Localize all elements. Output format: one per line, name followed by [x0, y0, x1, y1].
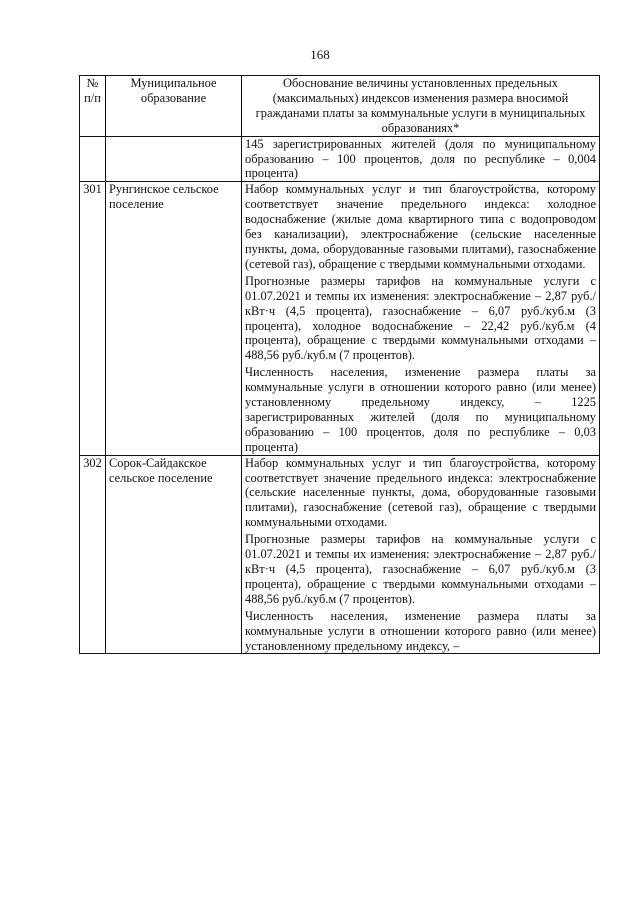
table-row: [80, 455, 600, 654]
justification-paragraph: Прогнозные размеры тарифов на коммунальные услуги с 01.07.2021 и темпы их изменения: электроснабжение – 2,87 руб./кВт·ч (4,5 процента), газоснабжение – 6,07 руб./куб.м (3 процента), обращение с твердыми коммунальными отходами – 488,56 руб./куб.м (7 процентов).: [245, 532, 596, 606]
justification-paragraph: Прогнозные размеры тарифов на коммунальные услуги с 01.07.2021 и темпы их изменения: электроснабжение – 2,87 руб./кВт·ч (4,5 процента), газоснабжение – 6,07 руб./куб.м (3 процента), холодное водоснабжение – 22,42 руб./куб.м (4 процента), обращение с твердыми коммунальными отходами – 488,56 руб./куб.м (7 процентов).: [245, 273, 596, 363]
header-municipality: Муниципальное образование: [106, 76, 242, 137]
justification-paragraph: Набор коммунальных услуг и тип благоустройства, которому соответствует значение предельного индекса: электроснабжение (сельские населенные пункты, дома, оборудованные газовыми плитами), газоснабжение (сетевой газ), обращение с твердыми коммунальными отходами.: [245, 455, 596, 530]
justification-paragraph: 145 зарегистрированных жителей (доля по муниципальному образованию – 100 процентов, доля по республике – 0,004 процента): [245, 136, 596, 181]
row-num: [80, 136, 106, 182]
row-justification: [242, 182, 600, 455]
justification-paragraph: Численность населения, изменение размера платы за коммунальные услуги в отношении которого равно (или менее) установленному предельному индексу, –: [245, 608, 596, 653]
justification-paragraph: Набор коммунальных услуг и тип благоустройства, которому соответствует значение предельного индекса: холодное водоснабжение (жилые дома квартирного типа с водопроводом без канализации), электроснабжение (сельские населенные пункты, дома, оборудованные газовыми плитами), газоснабжение (сетевой газ), обращение с твердыми коммунальными отходами.: [245, 182, 596, 271]
tariff-index-table: [79, 75, 600, 654]
row-num: 301: [80, 182, 106, 455]
table-row: [80, 136, 600, 182]
row-municipality: [106, 136, 242, 182]
header-num: № п/п: [80, 76, 106, 137]
table-header-row: [80, 76, 600, 137]
row-num: 302: [80, 455, 106, 654]
table-row: [80, 182, 600, 455]
row-justification: [242, 136, 600, 182]
row-justification: [242, 455, 600, 654]
row-municipality: Сорок-Сайдакское сельское поселение: [106, 455, 242, 654]
justification-paragraph: Численность населения, изменение размера платы за коммунальные услуги в отношении которого равно (или менее) установленному предельному индексу, – 1225 зарегистрированных жителей (доля по муниципальному образованию – 100 процентов, доля по республике – 0,03 процента): [245, 365, 596, 454]
header-justification: Обоснование величины установленных предельных (максимальных) индексов изменения размера вносимой гражданами платы за коммунальные услуги в муниципальных образованиях*: [242, 76, 600, 137]
row-municipality: Рунгинское сельское поселение: [106, 182, 242, 455]
page-number: 168: [310, 47, 330, 62]
